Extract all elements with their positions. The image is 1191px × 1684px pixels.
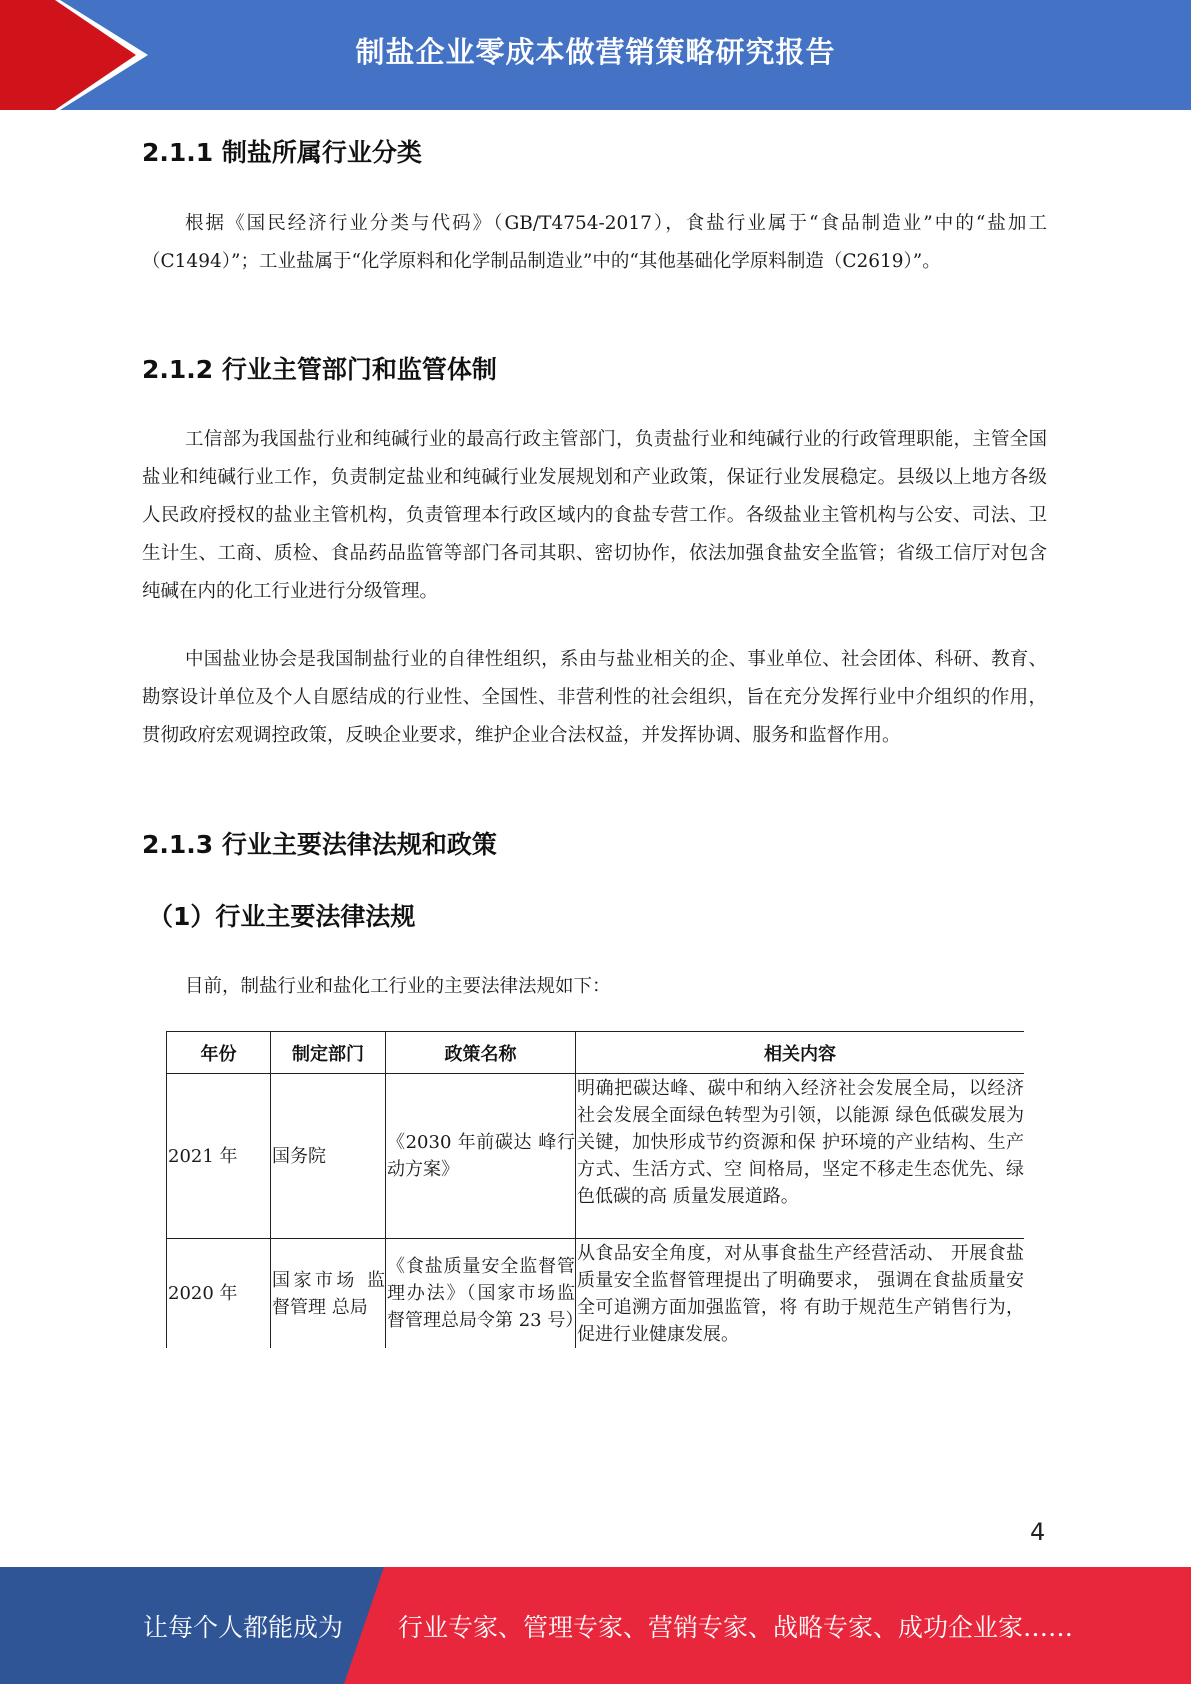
page-footer xyxy=(0,1567,1191,1684)
column-header-policy: 政策名称 xyxy=(386,1032,576,1074)
paragraph-regulatory-authority: 工信部为我国盐行业和纯碱行业的最高行政主管部门，负责盐行业和纯碱行业的行政管理职能，主管全国盐业和纯碱行业工作，负责制定盐业和纯碱行业发展规划和产业政策，保证行业发展稳定。县级以上地方各级人民政府授权的盐业主管机构，负责管理本行政区域内的食盐专营工作。各级盐业主管机构与公安、司法、卫生计生、工商、质检、食品药品监管等部门各司其职、密切协作，依法加强食盐安全监管；省级工信厅对包含纯碱在内的化工行业进行分级管理。 xyxy=(142,429,1047,602)
column-header-department: 制定部门 xyxy=(271,1032,386,1074)
cell-department: 国家市场 监督管理 总局 xyxy=(271,1239,386,1349)
document-title: 制盐企业零成本做营销策略研究报告 xyxy=(355,34,836,69)
footer-slogan-left: 让每个人都能成为 xyxy=(143,1612,344,1642)
section-heading-2-1-2: 2.1.2 行业主管部门和监管体制 xyxy=(142,355,497,384)
table-row xyxy=(167,1239,1025,1349)
table-header-row xyxy=(167,1032,1025,1074)
section-heading-2-1-1: 2.1.1 制盐所属行业分类 xyxy=(142,138,422,167)
paragraph-industry-classification: 根据《国民经济行业分类与代码》（GB/T4754-2017），食盐行业属于“食品制造业”中的“盐加工（C1494）”；工业盐属于“化学原料和化学制品制造业”中的“其他基础化学原料制造（C2619）”。 xyxy=(142,213,1047,272)
cell-year: 2021 年 xyxy=(167,1074,271,1239)
laws-table-container xyxy=(166,1031,1024,1348)
laws-table xyxy=(166,1031,1024,1348)
cell-department: 国务院 xyxy=(271,1074,386,1239)
cell-policy: 《食盐质量安全监督管理办法》（国家市场监督管理总局令第 23 号） xyxy=(386,1239,576,1349)
cell-policy: 《2030 年前碳达 峰行动方案》 xyxy=(386,1074,576,1239)
footer-slogan-right: 行业专家、管理专家、营销专家、战略专家、成功企业家…… xyxy=(398,1612,1074,1642)
page-number: 4 xyxy=(1030,1518,1046,1546)
paragraph-laws-intro: 目前，制盐行业和盐化工行业的主要法律法规如下： xyxy=(185,976,611,997)
cell-content: 从食品安全角度，对从事食盐生产经营活动、 开展食盐质量安全监督管理提出了明确要求， 强调在食盐质量安全可追溯方面加强监管，将 有助于规范生产销售行为，促进行业健康发展。 xyxy=(576,1239,1025,1349)
cell-year: 2020 年 xyxy=(167,1239,271,1349)
cell-content: 明确把碳达峰、碳中和纳入经济社会发展全局，以经济社会发展全面绿色转型为引领，以能源 绿色低碳发展为关键，加快形成节约资源和保 护环境的产业结构、生产方式、生活方式、空 间格局，坚定不移走生态优先、绿色低碳的高 质量发展道路。 xyxy=(576,1074,1025,1239)
column-header-year: 年份 xyxy=(167,1032,271,1074)
subsection-heading-laws: （1）行业主要法律法规 xyxy=(148,902,416,931)
page-header xyxy=(0,0,1191,110)
paragraph-salt-association: 中国盐业协会是我国制盐行业的自律性组织，系由与盐业相关的企、事业单位、社会团体、科研、教育、勘察设计单位及个人自愿结成的行业性、全国性、非营利性的社会组织，旨在充分发挥行业中介组织的作用，贯彻政府宏观调控政策，反映企业要求，维护企业合法权益，并发挥协调、服务和监督作用。 xyxy=(142,649,1047,746)
chevron-arrow-icon xyxy=(0,0,150,110)
table-row xyxy=(167,1074,1025,1239)
column-header-content: 相关内容 xyxy=(576,1032,1025,1074)
section-heading-2-1-3: 2.1.3 行业主要法律法规和政策 xyxy=(142,830,497,859)
